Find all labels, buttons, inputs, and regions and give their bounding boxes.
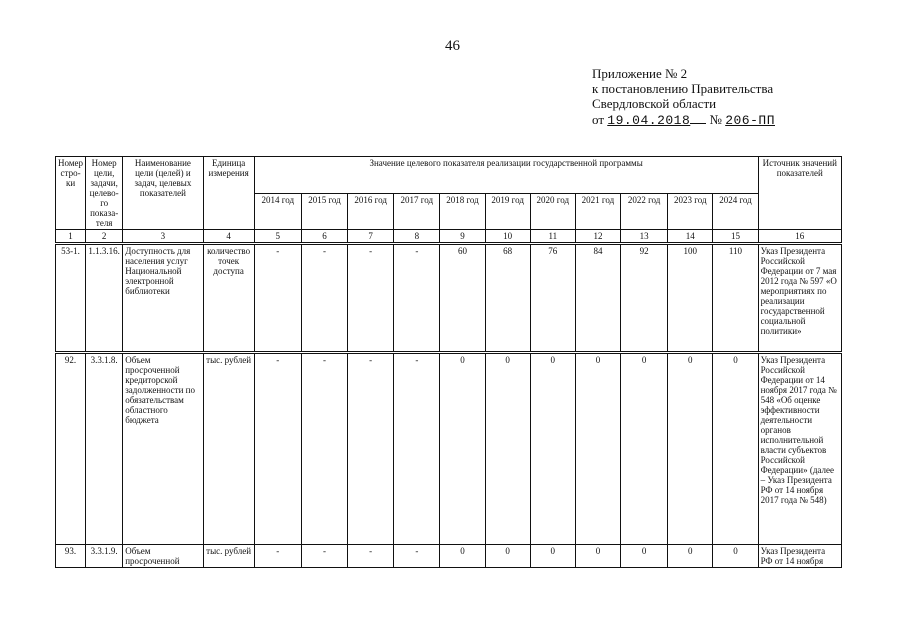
value-cell: 0 [575,353,620,545]
row-number: 92. [56,353,86,545]
column-number: 9 [440,230,485,244]
header-name: Наименование цели (целей) и задач, целевых показателей [123,157,203,230]
value-cell: 84 [575,244,620,353]
value-cell: - [254,353,301,545]
value-cell: - [301,244,347,353]
value-cell: - [254,244,301,353]
value-cell: 0 [668,545,713,568]
header-year: 2020 год [530,193,575,230]
value-cell: 0 [530,353,575,545]
value-cell: - [348,545,394,568]
appendix-line-2: к постановлению Правительства [592,81,774,96]
resolution-date: 19.04.2018 [607,113,691,128]
value-cell: 0 [440,545,485,568]
column-number: 2 [86,230,123,244]
value-cell: 76 [530,244,575,353]
value-cell: 0 [530,545,575,568]
column-number: 3 [123,230,203,244]
table-row [56,545,842,568]
header-year: 2018 год [440,193,485,230]
number-prefix: № [709,112,722,127]
column-number: 12 [575,230,620,244]
value-cell: - [348,244,394,353]
unit: тыс. рублей [203,353,254,545]
value-cell: 0 [713,545,758,568]
value-cell: - [301,545,347,568]
row-number: 53-1. [56,244,86,353]
value-cell: 92 [621,244,668,353]
header-goal-number: Номер цели, задачи, целево-го показа-теля [86,157,123,230]
value-cell: 0 [575,545,620,568]
header-unit: Единица измерения [203,157,254,230]
value-cell: 60 [440,244,485,353]
value-cell: - [394,545,440,568]
target-indicators-table [55,156,842,568]
indicator-name: Доступность для населения услуг Национальной электронной библиотеки [123,244,203,353]
value-cell: 0 [621,545,668,568]
value-cell: 100 [668,244,713,353]
header-year: 2023 год [668,193,713,230]
unit: количество точек доступа [203,244,254,353]
source-cell: Указ Президента Российской Федерации от 7 мая 2012 года № 597 «О мероприятиях по реализации государственной социальной политики» [758,244,841,353]
column-number: 16 [758,230,841,244]
goal-number: 3.3.1.9. [86,545,123,568]
value-cell: - [254,545,301,568]
value-cell: - [394,244,440,353]
indicator-name: Объем просроченной [123,545,203,568]
unit: тыс. рублей [203,545,254,568]
indicator-name: Объем просроченной кредиторской задолженности по обязательствам областного бюджета [123,353,203,545]
column-number: 7 [348,230,394,244]
header-row-number: Номер стро-ки [56,157,86,230]
goal-number: 1.1.3.16. [86,244,123,353]
appendix-line-1: Приложение № 2 [592,66,688,81]
date-prefix: от [592,112,605,127]
table-row [56,353,842,545]
value-cell: - [394,353,440,545]
header-target-group: Значение целевого показателя реализации государственной программы [254,157,758,194]
value-cell: 0 [621,353,668,545]
column-number: 11 [530,230,575,244]
appendix-line-3: Свердловской области [592,96,717,111]
column-numbers-row [56,230,842,244]
value-cell: 0 [713,353,758,545]
page-number: 46 [445,38,460,54]
resolution-number: 206-ПП [725,113,775,128]
column-number: 8 [394,230,440,244]
appendix-header [592,66,892,128]
table-row [56,244,842,353]
column-number: 14 [668,230,713,244]
header-row-1 [56,157,842,194]
header-year: 2017 год [394,193,440,230]
value-cell: - [301,353,347,545]
value-cell: - [348,353,394,545]
date-underline [690,112,706,124]
goal-number: 3.3.1.8. [86,353,123,545]
column-number: 1 [56,230,86,244]
header-year: 2019 год [485,193,530,230]
value-cell: 110 [713,244,758,353]
column-number: 5 [254,230,301,244]
column-number: 6 [301,230,347,244]
value-cell: 0 [668,353,713,545]
column-number: 4 [203,230,254,244]
source-cell: Указ Президента Российской Федерации от 14 ноября 2017 года № 548 «Об оценке эффективности деятельности органов исполнительной власти субъектов Российской Федерации» (далее – Указ Президента РФ от 14 ноября 2017 года № 548) [758,353,841,545]
value-cell: 0 [485,353,530,545]
appendix-date-line [592,112,892,128]
column-number: 15 [713,230,758,244]
header-source: Источник значений показателей [758,157,841,230]
column-number: 10 [485,230,530,244]
header-year: 2016 год [348,193,394,230]
value-cell: 0 [440,353,485,545]
source-cell: Указ Президента РФ от 14 ноября [758,545,841,568]
column-number: 13 [621,230,668,244]
value-cell: 0 [485,545,530,568]
header-year: 2024 год [713,193,758,230]
header-year: 2015 год [301,193,347,230]
header-year: 2022 год [621,193,668,230]
header-year: 2014 год [254,193,301,230]
value-cell: 68 [485,244,530,353]
row-number: 93. [56,545,86,568]
header-year: 2021 год [575,193,620,230]
